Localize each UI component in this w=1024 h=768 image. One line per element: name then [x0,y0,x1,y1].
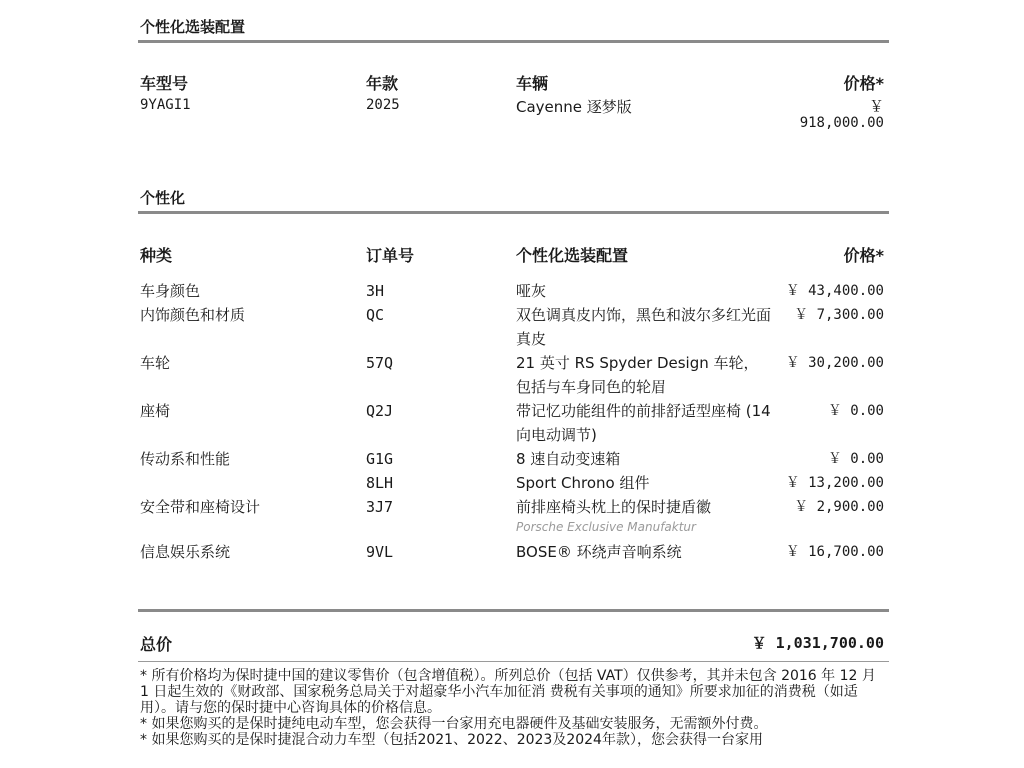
row-price: ￥ 16,700.00 [785,544,884,560]
row-code: 9VL [366,543,394,561]
header-year: 年款 [366,74,399,93]
row-price: ￥ 30,200.00 [785,355,884,371]
row-price: ￥ 43,400.00 [785,283,884,299]
row-code: Q2J [366,402,394,420]
header-price: 价格* [843,246,884,265]
row-price: ￥ 7,300.00 [794,307,884,323]
header-category: 种类 [140,246,173,265]
row-description: 带记忆功能组件的前排舒适型座椅 (14 向电动调节) [516,402,771,444]
footnotes [140,668,888,748]
row-code: 57Q [366,354,394,372]
total-label: 总价 [140,635,173,654]
row-price: ￥ 0.00 [827,403,884,419]
row-code: 3H [366,282,385,300]
row-description: 哑灰 [516,282,547,300]
currency-symbol: ￥ [868,97,884,115]
row-category: 传动系和性能 [140,450,231,468]
row-description: 8 速自动变速箱 [516,450,621,468]
row-category: 座椅 [140,402,171,420]
header-model: 车型号 [140,74,189,93]
row-description: 21 英寸 RS Spyder Design 车轮，包括与车身同色的轮眉 [516,354,759,396]
header-order-code: 订单号 [366,246,415,265]
divider [138,211,889,214]
base-price: 918,000.00 [799,115,884,131]
row-description: Sport Chrono 组件 [516,474,650,492]
footnote: * 如果您购买的是保时捷混合动力车型（包括2021、2022、2023及2024年款），您会获得一台家用 [140,732,763,748]
header-option: 个性化选装配置 [516,246,629,265]
footnote: * 如果您购买的是保时捷纯电动车型，您会获得一台家用充电器硬件及基础安装服务，无需额外付费。 [140,716,768,732]
row-category: 车轮 [140,354,171,372]
divider [138,40,889,43]
vehicle-name: Cayenne 逐梦版 [516,98,632,116]
divider [138,609,889,612]
row-price: ￥ 2,900.00 [794,499,884,515]
section-title-personalization: 个性化 [140,189,186,207]
model-code: 9YAGI1 [140,97,191,113]
model-year: 2025 [366,97,400,113]
row-category: 安全带和座椅设计 [140,498,261,516]
header-price: 价格* [843,74,884,93]
row-code: QC [366,306,385,324]
row-code: 8LH [366,474,394,492]
row-description: 双色调真皮内饰，黑色和波尔多红光面真皮 [516,306,772,348]
row-code: G1G [366,450,394,468]
footnote: * 所有价格均为保时捷中国的建议零售价（包含增值税）。所列总价（包括 VAT）仅供参考，其并未包含 2016 年 12 月 1 日起生效的《财政部、国家税务总局关于对超豪华小汽车加征消 费税有关事项的通知》所要求加征的消费税（如适用）。请与您的保时捷中心咨询具体的价格信息。 [140,668,876,716]
row-category: 车身颜色 [140,282,201,300]
row-category: 内饰颜色和材质 [140,306,246,324]
row-description: 前排座椅头枕上的保时捷盾徽 [516,498,712,516]
row-price: ￥ 13,200.00 [785,475,884,491]
row-subtitle: Porsche Exclusive Manufaktur [516,520,696,534]
header-vehicle: 车辆 [516,74,549,93]
row-code: 3J7 [366,498,394,516]
total-price: ￥ 1,031,700.00 [751,634,884,652]
row-price: ￥ 0.00 [827,451,884,467]
divider [138,661,889,662]
row-description: BOSE® 环绕声音响系统 [516,543,682,561]
row-category: 信息娱乐系统 [140,543,231,561]
section-title-config: 个性化选装配置 [140,18,246,36]
